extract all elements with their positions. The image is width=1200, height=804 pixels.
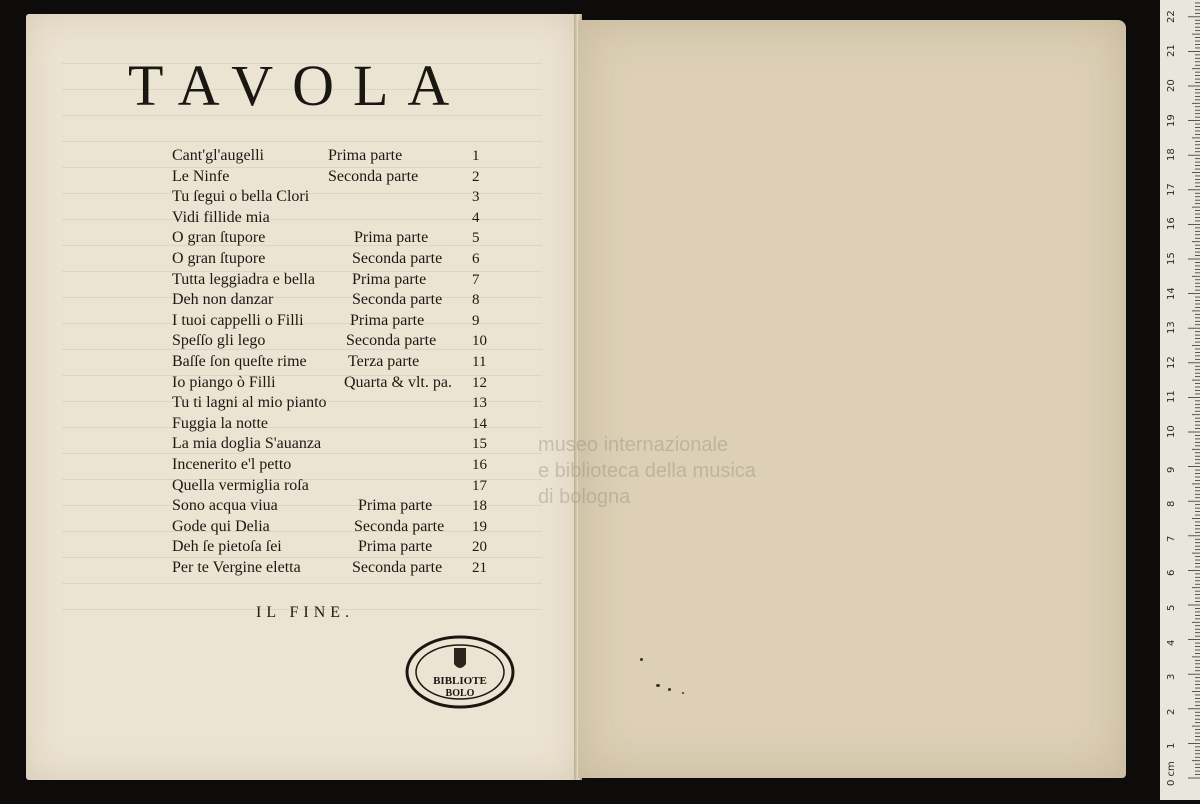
ruler-label: 21 bbox=[1166, 44, 1177, 58]
ruler-label: 5 bbox=[1166, 604, 1177, 611]
toc-number: 13 bbox=[472, 395, 487, 412]
toc-part: Quarta & vlt. pa. bbox=[344, 373, 452, 391]
ruler-label: 15 bbox=[1166, 252, 1177, 265]
toc-entry bbox=[172, 558, 492, 579]
toc-entry bbox=[172, 249, 492, 270]
toc-part: Seconda parte bbox=[354, 517, 445, 535]
toc-title: O gran ſtupore bbox=[172, 249, 266, 267]
toc-part: Seconda parte bbox=[352, 249, 443, 267]
ruler-labels bbox=[1160, 0, 1200, 800]
ruler-label: 14 bbox=[1166, 286, 1177, 300]
paper-speck bbox=[682, 692, 684, 694]
ruler-label: 6 bbox=[1166, 570, 1177, 577]
toc-entry bbox=[172, 455, 492, 476]
toc-title: Baſſe ſon queſte rime bbox=[172, 352, 307, 370]
toc-title: I tuoi cappelli o Filli bbox=[172, 311, 304, 329]
toc-number: 4 bbox=[472, 209, 480, 226]
page-title: TAVOLA bbox=[128, 53, 469, 118]
toc-number: 14 bbox=[472, 415, 487, 432]
toc-number: 2 bbox=[472, 168, 480, 185]
toc-title: O gran ſtupore bbox=[172, 229, 266, 247]
toc-title: Speſſo gli lego bbox=[172, 332, 266, 350]
toc-entry bbox=[172, 496, 492, 517]
scale-ruler bbox=[1160, 0, 1200, 800]
toc-number: 17 bbox=[472, 477, 487, 494]
ruler-label: 16 bbox=[1166, 217, 1177, 231]
toc-entry bbox=[172, 434, 492, 455]
ruler-label: 9 bbox=[1166, 466, 1177, 473]
ruler-zero-label: 0 cm bbox=[1166, 761, 1177, 786]
toc-title: Incenerito e'l petto bbox=[172, 455, 292, 473]
toc-entry bbox=[172, 537, 492, 558]
toc-number: 21 bbox=[472, 559, 487, 576]
toc-number: 5 bbox=[472, 230, 480, 247]
ruler-label: 12 bbox=[1166, 356, 1177, 369]
toc-title: La mia doglia S'auanza bbox=[172, 435, 322, 453]
watermark-line: di bologna bbox=[538, 486, 631, 508]
right-page-blank bbox=[578, 20, 1126, 778]
toc-entry bbox=[172, 517, 492, 538]
toc-entry bbox=[172, 208, 492, 229]
ruler-label: 19 bbox=[1166, 113, 1177, 127]
ruler-label: 4 bbox=[1166, 639, 1177, 646]
toc-entry bbox=[172, 414, 492, 435]
toc-title: Io piango ò Filli bbox=[172, 373, 276, 391]
toc-number: 15 bbox=[472, 436, 487, 453]
ruler-label: 1 bbox=[1166, 743, 1177, 750]
toc-part: Terza parte bbox=[348, 352, 420, 370]
toc-part: Prima parte bbox=[358, 538, 433, 556]
toc-number: 18 bbox=[472, 498, 487, 515]
toc-number: 7 bbox=[472, 271, 480, 288]
toc-entry bbox=[172, 228, 492, 249]
toc-title: Tu ti lagni al mio pianto bbox=[172, 394, 327, 412]
toc-title: Fuggia la notte bbox=[172, 414, 268, 432]
toc-title: Quella vermiglia roſa bbox=[172, 476, 309, 494]
toc-title: Tu ſegui o bella Clori bbox=[172, 188, 310, 206]
ruler-label: 13 bbox=[1166, 321, 1177, 335]
toc-part: Seconda parte bbox=[328, 167, 419, 185]
ruler-label: 11 bbox=[1166, 390, 1177, 404]
toc-title: Deh non danzar bbox=[172, 291, 274, 309]
toc-part: Prima parte bbox=[352, 270, 427, 288]
toc-number: 11 bbox=[472, 353, 487, 370]
toc-number: 8 bbox=[472, 292, 480, 309]
toc-entry bbox=[172, 187, 492, 208]
toc-part: Prima parte bbox=[354, 229, 429, 247]
watermark bbox=[538, 432, 756, 510]
paper-speck bbox=[668, 688, 671, 691]
toc-number: 20 bbox=[472, 539, 487, 556]
end-mark: IL FINE. bbox=[256, 604, 355, 621]
toc-title: Tutta leggiadra e bella bbox=[172, 270, 315, 288]
toc-part: Seconda parte bbox=[352, 291, 443, 309]
toc-title: Deh ſe pietoſa ſei bbox=[172, 538, 282, 556]
toc-title: Le Ninfe bbox=[172, 167, 230, 185]
toc-part: Prima parte bbox=[358, 497, 433, 515]
ruler-label: 20 bbox=[1166, 79, 1177, 92]
ruler-label: 18 bbox=[1166, 148, 1177, 162]
library-stamp bbox=[404, 634, 516, 710]
toc-part: Prima parte bbox=[350, 311, 425, 329]
ruler-label: 2 bbox=[1166, 708, 1177, 715]
watermark-line: e biblioteca della musica bbox=[538, 460, 756, 482]
toc-title: Cant'gl'augelli bbox=[172, 147, 264, 164]
paper-speck bbox=[640, 658, 643, 661]
toc-entry bbox=[172, 290, 492, 311]
toc-title: Gode qui Delia bbox=[172, 517, 270, 535]
toc-number: 19 bbox=[472, 518, 487, 535]
toc-part: Prima parte bbox=[328, 147, 403, 164]
toc-number: 16 bbox=[472, 456, 487, 473]
toc-entry bbox=[172, 167, 492, 188]
toc-number: 3 bbox=[472, 189, 480, 206]
toc-part: Seconda parte bbox=[352, 558, 443, 576]
toc-title: Vidi fillide mia bbox=[172, 208, 270, 226]
table-of-contents bbox=[172, 146, 492, 578]
toc-number: 6 bbox=[472, 250, 480, 267]
svg-text:BOLO: BOLO bbox=[445, 688, 475, 699]
toc-entry bbox=[172, 476, 492, 497]
toc-part: Seconda parte bbox=[346, 332, 437, 350]
toc-title: Per te Vergine eletta bbox=[172, 558, 301, 576]
ruler-label: 10 bbox=[1166, 425, 1177, 438]
ruler-label: 7 bbox=[1166, 535, 1177, 542]
watermark-line: museo internazionale bbox=[538, 434, 729, 456]
paper-speck bbox=[656, 684, 660, 687]
toc-entry bbox=[172, 373, 492, 394]
ruler-label: 8 bbox=[1166, 500, 1177, 508]
toc-entry bbox=[172, 393, 492, 414]
toc-number: 1 bbox=[472, 148, 480, 164]
toc-entry bbox=[172, 270, 492, 291]
toc-entry bbox=[172, 331, 492, 352]
toc-title: Sono acqua viua bbox=[172, 497, 278, 515]
toc-number: 12 bbox=[472, 374, 487, 391]
toc-entry bbox=[172, 352, 492, 373]
toc-entry bbox=[172, 311, 492, 332]
toc-number: 10 bbox=[472, 333, 487, 350]
toc-entry bbox=[172, 146, 492, 167]
svg-text:BIBLIOTE: BIBLIOTE bbox=[433, 675, 487, 687]
toc-number: 9 bbox=[472, 312, 480, 329]
ruler-label: 17 bbox=[1166, 183, 1177, 196]
ruler-label: 3 bbox=[1166, 673, 1177, 681]
ruler-label: 22 bbox=[1166, 10, 1177, 23]
